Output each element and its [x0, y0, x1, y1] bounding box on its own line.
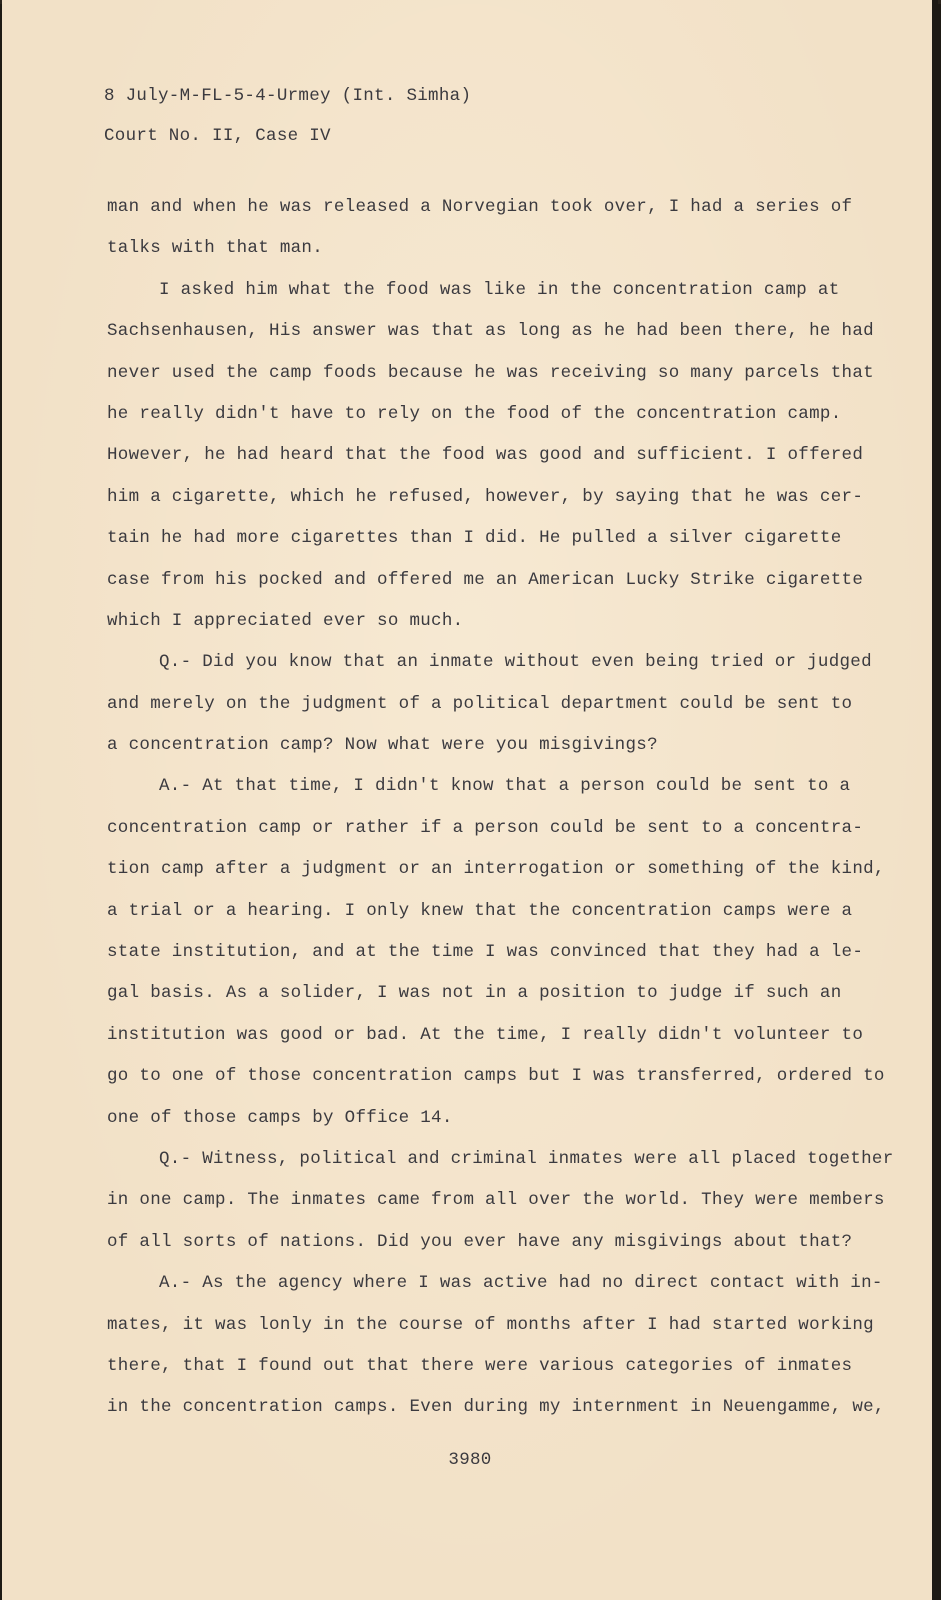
transcript-line: go to one of those concentration camps but I was transferred, ordered to — [107, 1066, 885, 1087]
transcript-line: he really didn't have to rely on the food of the concentration camp. — [107, 403, 842, 424]
transcript-body — [107, 187, 894, 1429]
transcript-line: there, that I found out that there were various categories of inmates — [107, 1355, 853, 1376]
transcript-line: talks with that man. — [107, 238, 324, 259]
transcript-line: tain he had more cigarettes than I did. He pulled a silver cigarette — [107, 528, 842, 549]
transcript-line: gal basis. As a solider, I was not in a position to judge if such an — [107, 983, 842, 1004]
transcript-line: of all sorts of nations. Did you ever have any misgivings about that? — [107, 1231, 853, 1252]
transcript-line: mates, it was lonly in the course of months after I had started working — [107, 1314, 874, 1335]
transcript-line: one of those camps by Office 14. — [107, 1107, 453, 1128]
document-page — [2, 0, 938, 1600]
transcript-line: A.- As the agency where I was active had no direct contact with in- — [159, 1273, 883, 1294]
transcript-line: man and when he was released a Norvegian took over, I had a series of — [107, 197, 853, 217]
transcript-line: him a cigarette, which he refused, however, by saying that he was cer- — [107, 486, 864, 507]
transcript-line: in one camp. The inmates came from all over the world. They were members — [107, 1190, 885, 1211]
transcript-line: state institution, and at the time I was convinced that they had a le- — [107, 942, 864, 963]
transcript-line: which I appreciated ever so much. — [107, 610, 464, 631]
transcript-line: However, he had heard that the food was good and sufficient. I offered — [107, 445, 864, 466]
transcript-line: institution was good or bad. At the time, I really didn't volunteer to — [107, 1024, 864, 1045]
transcript-line: tion camp after a judgment or an interrogation or something of the kind, — [107, 859, 885, 880]
transcript-line: Sachsenhausen, His answer was that as long as he had been there, he had — [107, 321, 874, 342]
header-session-line: 8 July-M-FL-5-4-Urmey (Int. Simha) — [104, 86, 472, 106]
page-number: 3980 — [448, 1450, 492, 1470]
transcript-line: I asked him what the food was like in the concentration camp at — [159, 279, 840, 300]
transcript-line: never used the camp foods because he was receiving so many parcels that — [107, 362, 874, 383]
transcript-line: a concentration camp? Now what were you misgivings? — [107, 735, 658, 756]
transcript-line: a trial or a hearing. I only knew that the concentration camps were a — [107, 900, 853, 921]
header-court-line: Court No. II, Case IV — [104, 126, 331, 146]
transcript-line: A.- At that time, I didn't know that a person could be sent to a — [159, 776, 851, 797]
transcript-line: in the concentration camps. Even during my internment in Neuengamme, we, — [107, 1397, 885, 1418]
transcript-line: Q.- Witness, political and criminal inmates were all placed together — [159, 1148, 894, 1169]
transcript-line: case from his pocked and offered me an American Lucky Strike cigarette — [107, 569, 864, 590]
transcript-line: and merely on the judgment of a political department could be sent to — [107, 693, 853, 714]
transcript-line: concentration camp or rather if a person could be sent to a concentra- — [107, 817, 864, 838]
scan-right-edge — [932, 0, 938, 1600]
transcript-line: Q.- Did you know that an inmate without even being tried or judged — [159, 652, 872, 673]
document-header — [104, 76, 471, 156]
